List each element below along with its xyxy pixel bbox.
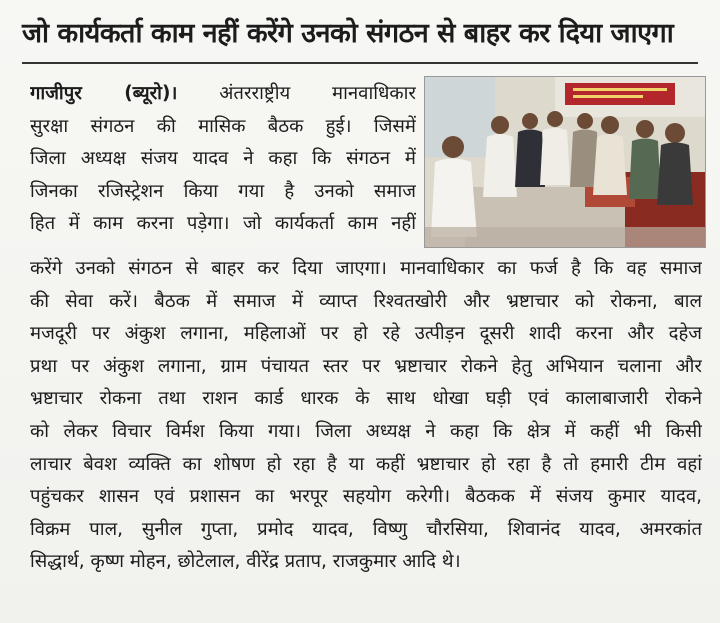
body-line-10: सिद्धार्थ, कृष्ण मोहन, छोटेलाल, वीरेंद्र प्रताप, राजकुमार आदि थे। <box>30 551 461 573</box>
intro-line-1-text: अंतरराष्ट्रीय मानवाधिकार <box>219 83 416 104</box>
headline-divider <box>22 62 698 64</box>
body-line-3: मजदूरी पर अंकुश लगाना, महिलाओं पर हो रहे उत्पीड़न दूसरी शादी करना और दहेज <box>30 323 702 345</box>
article-intro <box>30 78 416 241</box>
body-line-1: करेंगे उनको संगठन से बाहर कर दिया जाएगा। मानवाधिकार का फर्ज है कि वह समाज <box>30 258 702 279</box>
intro-line-2: सुरक्षा संगठन की मासिक बैठक हुई। जिसमें <box>30 115 416 137</box>
meeting-photo-illustration <box>425 77 705 247</box>
body-line-6: को लेकर विचार विर्मश किया गया। जिला अध्यक्ष ने कहा कि क्षेत्र में कहीं भी किसी <box>30 420 702 442</box>
intro-line-5: हित में काम करना पड़ेगा। जो कार्यकर्ता काम नहीं <box>30 213 416 234</box>
body-line-2: की सेवा करें। बैठक में समाज में व्याप्त रिश्वतखोरी और भ्रष्टाचार को रोकना, बाल <box>30 290 702 312</box>
body-line-8: पहुंचकर शासन एवं प्रशासन का भरपूर सहयोग करेगी। बैठकक में संजय कुमार यादव, <box>30 486 702 508</box>
intro-line-4: जिनका रजिस्ट्रेशन किया गया है उनको समाज <box>30 180 416 202</box>
article-dateline: गाजीपुर (ब्यूरो)। <box>30 83 178 104</box>
body-line-7: लाचार बेवश व्यक्ति का शोषण हो रहा है या कहीं भ्रष्टाचार हो रहा है तो हमारी टीम वहां <box>30 453 702 475</box>
article-body <box>30 253 702 579</box>
article-headline: जो कार्यकर्ता काम नहीं करेंगे उनको संगठन से बाहर कर दिया जाएगा <box>22 18 674 49</box>
body-line-9: विक्रम पाल, सुनील गुप्ता, प्रमोद यादव, विष्णु चौरसिया, शिवानंद यादव, अमरकांत <box>30 518 702 540</box>
meeting-photo <box>424 76 706 248</box>
body-line-4: प्रथा पर अंकुश लगाना, ग्राम पंचायत स्तर पर भ्रष्टाचार रोकने हेतु अभियान चलाना और <box>30 355 702 377</box>
intro-line-1 <box>30 78 416 111</box>
intro-line-3: जिला अध्यक्ष संजय यादव ने कहा कि संगठन में <box>30 148 416 169</box>
body-line-5: भ्रष्टाचार रोकना तथा राशन कार्ड धारक के साथ धोखा घड़ी एवं कालाबाजारी रोकने <box>30 388 702 410</box>
